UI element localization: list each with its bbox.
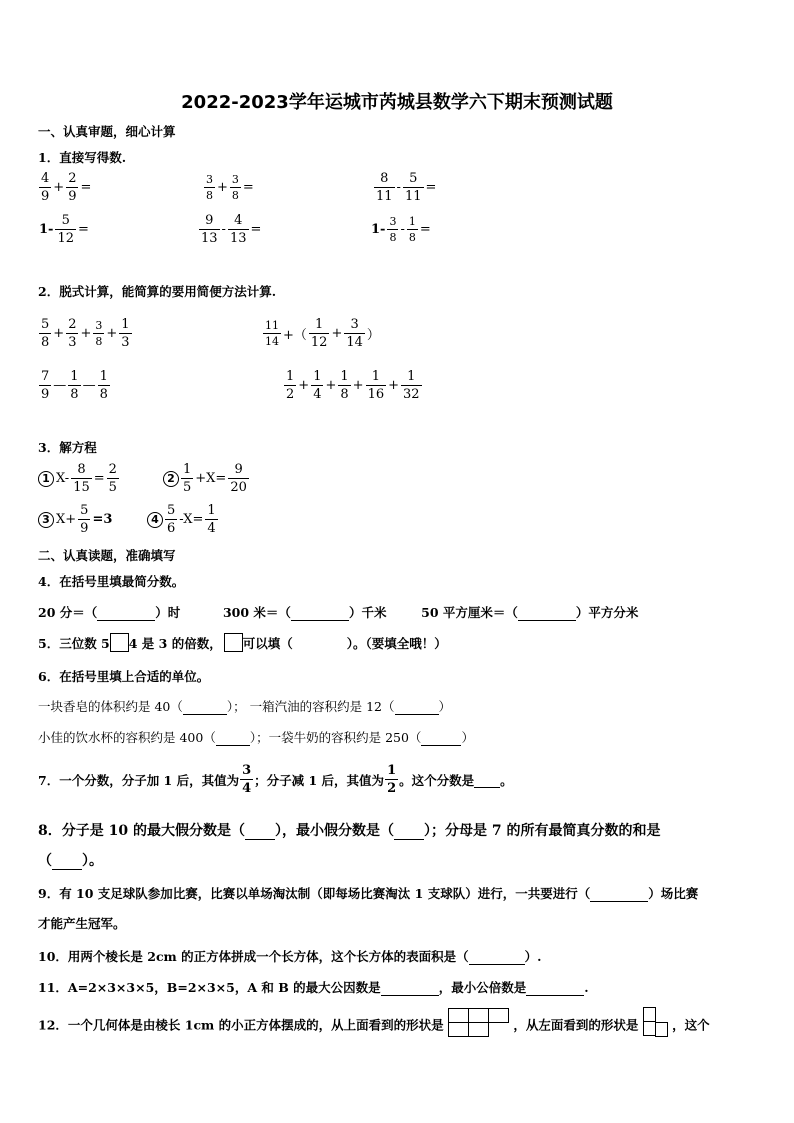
section-2-heading: 二、认真读题，准确填写 xyxy=(38,548,176,563)
q8-line-1: 8．分子是 10 的最大假分数是（ ），最小假分数是（ ）；分母是 7 的所有最简真分数的和是 xyxy=(38,823,661,839)
q2-expr-2: $\frac{11}{14}$ +（ $\frac{1}{12}$ + $\frac{3}{14}$ ） xyxy=(265,317,380,350)
answer-blank[interactable] xyxy=(518,605,576,621)
answer-blank[interactable] xyxy=(245,823,275,840)
q4-blanks: 20 分＝（ ）时 300 米＝（ ）千米 50 平方厘米＝（ ）平方分米 xyxy=(38,605,639,620)
q3-equation-2: 2 $\frac{1}{5}$ +X= $\frac{9}{20}$ xyxy=(163,463,250,494)
q8-line-2: （ ）。 xyxy=(38,853,103,869)
q4-label: 4．在括号里填最简分数。 xyxy=(38,574,185,589)
answer-blank[interactable] xyxy=(421,730,461,746)
page-title: 2022-2023学年运城市芮城县数学六下期末预测试题 xyxy=(181,92,613,113)
q6-line-1: 一块香皂的体积约是 40（ ）； 一箱汽油的容积约是 12（ ） xyxy=(38,699,452,714)
q3-equation-3: 3 X+ $\frac{5}{9}$ =3 xyxy=(38,504,113,535)
q1-expr-3: $\frac{8}{11}$ - $\frac{5}{11}$ = xyxy=(376,171,437,204)
answer-blank[interactable] xyxy=(97,605,155,621)
q1-expr-6: 1- $\frac{3}{8}$ - $\frac{1}{8}$ = xyxy=(371,215,431,244)
answer-blank[interactable] xyxy=(381,980,439,996)
answer-blank[interactable] xyxy=(474,772,500,788)
q6-line-2: 小佳的饮水杯的容积约是 400（ ）；一袋牛奶的容积约是 250（ ） xyxy=(38,730,474,745)
q11-line: 11．A=2×3×3×5，B=2×3×5，A 和 B 的最大公因数是 ，最小公倍数是 . xyxy=(38,980,589,995)
digit-box[interactable] xyxy=(110,633,129,652)
q1-expr-5: $\frac{9}{13}$ - $\frac{4}{13}$ = xyxy=(201,213,262,246)
q2-expr-1: $\frac{5}{8}$ + $\frac{2}{3}$ + $\frac{3}{8}$ + $\frac{1}{3}$ xyxy=(41,317,130,350)
answer-blank[interactable] xyxy=(395,699,439,715)
answer-blank[interactable] xyxy=(394,823,424,840)
q1-label: 1．直接写得数. xyxy=(38,150,127,165)
q1-expr-2: $\frac{3}{8}$ + $\frac{3}{8}$ = xyxy=(206,173,254,202)
q2-expr-4: $\frac{1}{2}$ + $\frac{1}{4}$ + $\frac{1}{8}$ + $\frac{1}{16}$ + $\frac{1}{32}$ xyxy=(286,369,420,402)
answer-blank[interactable] xyxy=(183,699,227,715)
q9-line-2: 才能产生冠军。 xyxy=(38,916,126,931)
section-1-heading: 一、认真审题，细心计算 xyxy=(38,124,176,139)
q9-line-1: 9．有 10 支足球队参加比赛，比赛以单场淘汰制（即每场比赛淘汰 1 支球队）进行，一共要进行（ ）场比赛 xyxy=(38,886,699,901)
q10-line: 10．用两个棱长是 2cm 的正方体拼成一个长方体，这个长方体的表面积是（ ）. xyxy=(38,949,542,964)
q5-line: 5．三位数 5 4 是 3 的倍数， 可以填（ ）。（要填全哦！） xyxy=(38,633,447,652)
q12-line: 12．一个几何体是由棱长 1cm 的小正方体摆成的，从上面看到的形状是 ，从左面看到的形状是 ，这个 xyxy=(38,1015,710,1037)
digit-box[interactable] xyxy=(224,633,243,652)
q3-equation-1: 1 X- $\frac{8}{15}$ = $\frac{2}{5}$ xyxy=(38,463,120,494)
q6-label: 6．在括号里填上合适的单位。 xyxy=(38,669,210,684)
q2-label: 2．脱式计算，能简算的要用简便方法计算. xyxy=(38,284,277,299)
answer-blank[interactable] xyxy=(291,605,349,621)
answer-blank[interactable] xyxy=(469,949,525,965)
left-view-figure xyxy=(643,1007,668,1037)
q2-expr-3: $\frac{7}{9}$ — $\frac{1}{8}$ — $\frac{1}{8}$ xyxy=(41,369,108,402)
answer-blank[interactable] xyxy=(526,980,584,996)
answer-blank[interactable] xyxy=(590,886,648,902)
q1-expr-4: 1- $\frac{5}{12}$ = xyxy=(39,213,89,246)
answer-blank[interactable] xyxy=(52,853,82,870)
q7-line: 7．一个分数，分子加 1 后，其值为 $\frac{3}{4}$ ；分子减 1 后，其值为 $\frac{1}{2}$ 。这个分数是 。 xyxy=(38,763,513,796)
q3-equation-4: 4 $\frac{5}{6}$ -X= $\frac{1}{4}$ xyxy=(147,504,219,535)
q3-label: 3．解方程 xyxy=(38,440,97,455)
top-view-figure xyxy=(448,1008,509,1037)
answer-blank[interactable] xyxy=(216,730,250,746)
q1-expr-1: $\frac{4}{9}$ + $\frac{2}{9}$ = xyxy=(41,171,92,204)
